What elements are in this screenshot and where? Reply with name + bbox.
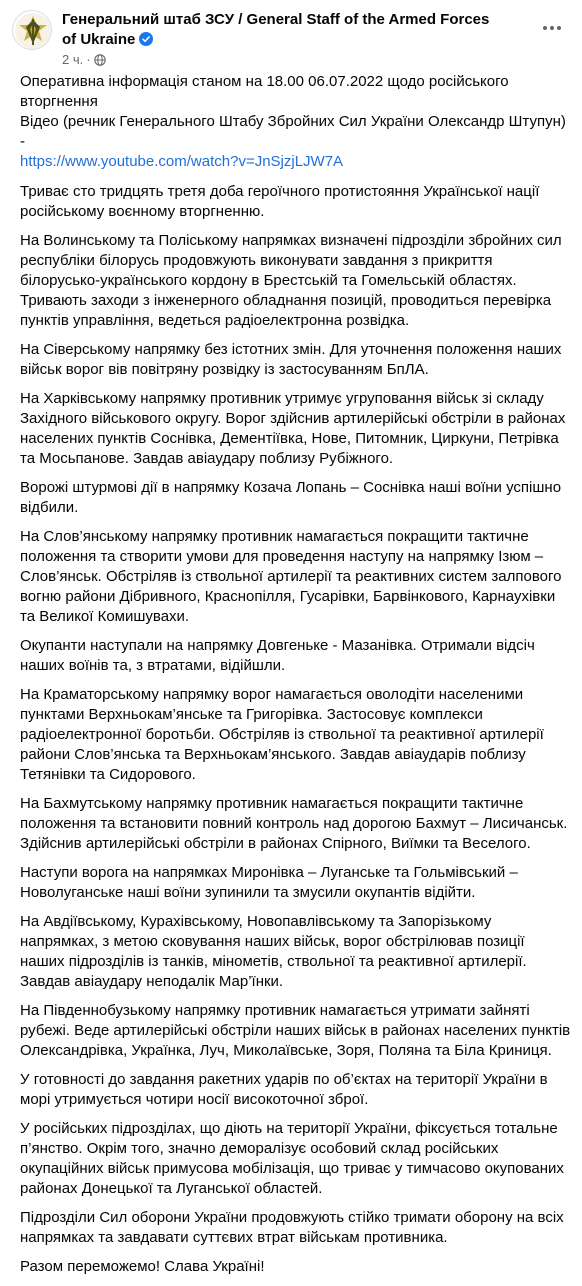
- more-options-button[interactable]: [536, 12, 568, 44]
- globe-icon[interactable]: [94, 54, 106, 66]
- video-caption: Відео (речник Генерального Штабу Збройних Сил України Олександр Штупун) -: [20, 113, 566, 150]
- post-meta: [62, 52, 106, 68]
- page-name[interactable]: [62, 10, 502, 50]
- post-paragraph: Разом переможемо! Слава Україні!: [20, 1258, 265, 1275]
- page-name-text[interactable]: Генеральний штаб ЗСУ / General Staff of the Armed Forces of Ukraine: [62, 11, 490, 48]
- meta-separator: ·: [86, 52, 91, 67]
- post-paragraph: Окупанти наступали на напрямку Довгеньке - Мазанівка. Отримали відсіч наших воїнів та, з втратами, відійшли.: [20, 637, 535, 674]
- post-paragraph: На Бахмутському напрямку противник намагається покращити тактичне положення та встановити повний контроль над дорогою Бахмут – Лисичанськ. Здійснив артилерійські обстріли в районах Спірного, Виїмки та Веселого.: [20, 795, 568, 852]
- verified-badge-icon: [139, 32, 153, 46]
- post-paragraphs: [20, 182, 572, 1277]
- report-heading: Оперативна інформація станом на 18.00 06.07.2022 щодо російського вторгнення: [20, 73, 509, 110]
- page-avatar[interactable]: [12, 10, 52, 50]
- post-paragraph: На Південнобузькому напрямку противник намагається утримати зайняті рубежі. Веде артилерійські обстріли наших військ в районах населених пунктів Олександрівка, Українка, Луч, Миколаївське, Зоря, Поляна та Біла Криниця.: [20, 1002, 571, 1059]
- post-paragraph: Триває сто тридцять третя доба героїчного протистояння Української нації російському воєнному вторгненню.: [20, 183, 540, 220]
- post-paragraph: На Харківському напрямку противник утримує угруповання військ зі складу Західного військового округу. Ворог здійснив артилерійські обстріли в районах населених пунктів Соснівка, Дементіївка, Нове, Питомник, Циркуни, Петрівка та Мосьпанове. Завдав авіаудару поблизу Рубіжного.: [20, 390, 566, 467]
- post-paragraph: Ворожі штурмові дії в напрямку Козача Лопань – Соснівка наші воїни успішно відбили.: [20, 479, 562, 516]
- more-dot-icon: [543, 26, 547, 30]
- post-paragraph: У російських підрозділах, що діють на території України, фіксується тотальне п’янство. Окрім того, значно деморалізує особовий склад російських окупаційних військ примусова мобілізація, що триває у тимчасово окупованих районах Донецької та Луганської областей.: [20, 1120, 564, 1197]
- post-paragraph: На Слов’янському напрямку противник намагається покращити тактичне положення та створити умови для проведення наступу на напрямку Ізюм – Слов’янськ. Обстріляв із ствольної артилерії та реактивних систем залпового вогню райони Дібривного, Краснопілля, Гусарівки, Барвінкового, Карнаухівки та Великої Комишувахи.: [20, 528, 562, 625]
- more-dot-icon: [550, 26, 554, 30]
- post-header: [12, 10, 572, 68]
- post-paragraph: На Краматорському напрямку ворог намагається оволодіти населеними пунктами Верхньокам’янське та Григорівка. Застосовує комплекси радіоелектронної боротьби. Обстріляв із ствольної та реактивної артилерії райони Слов’янська та Верхньокам’янського. Завдав авіаударів поблизу Тетянівки та Сидорового.: [20, 686, 544, 783]
- post-paragraph: Підрозділи Сил оборони України продовжують стійко тримати оборону на всіх напрямках та завдавати суттєвих втрат військам противника.: [20, 1209, 564, 1246]
- video-link[interactable]: https://www.youtube.com/watch?v=JnSjzjLJW7A: [20, 153, 344, 170]
- post-paragraph: У готовності до завдання ракетних ударів по об’єктах на території України в морі утримується чотири носії високоточної зброї.: [20, 1071, 548, 1108]
- post-paragraph: На Сіверському напрямку без істотних змін. Для уточнення положення наших військ ворог вів повітряну розвідку із застосуванням БпЛА.: [20, 341, 562, 378]
- post-paragraph: На Волинському та Поліському напрямках визначені підрозділи збройних сил республіки білорусь продовжують виконувати завдання з прикриття білорусько-українського кордону в Брестській та Гомельській областях. Тривають заходи з інженерного обладнання позицій, проводиться перевірка пунктів управління, ведеться радіоелектронна розвідка.: [20, 232, 562, 329]
- post-intro: [20, 72, 572, 172]
- armed-forces-emblem-icon: [13, 11, 52, 50]
- post-paragraph: Наступи ворога на напрямках Миронівка – Луганське та Гольмівський – Новолуганське наші воїни зупинили та змусили окупантів відійти.: [20, 864, 518, 901]
- more-dot-icon: [557, 26, 561, 30]
- post-timestamp[interactable]: 2 ч.: [62, 52, 84, 67]
- post-paragraph: На Авдіївському, Курахівському, Новопавлівському та Запорізькому напрямках, з метою сковування наших військ, ворог обстрілював позиції наших підрозділів із танків, мінометів, ствольної та реактивної артилерії. Завдав авіаудару неподалік Мар’їнки.: [20, 913, 527, 990]
- post-body: [20, 72, 572, 1286]
